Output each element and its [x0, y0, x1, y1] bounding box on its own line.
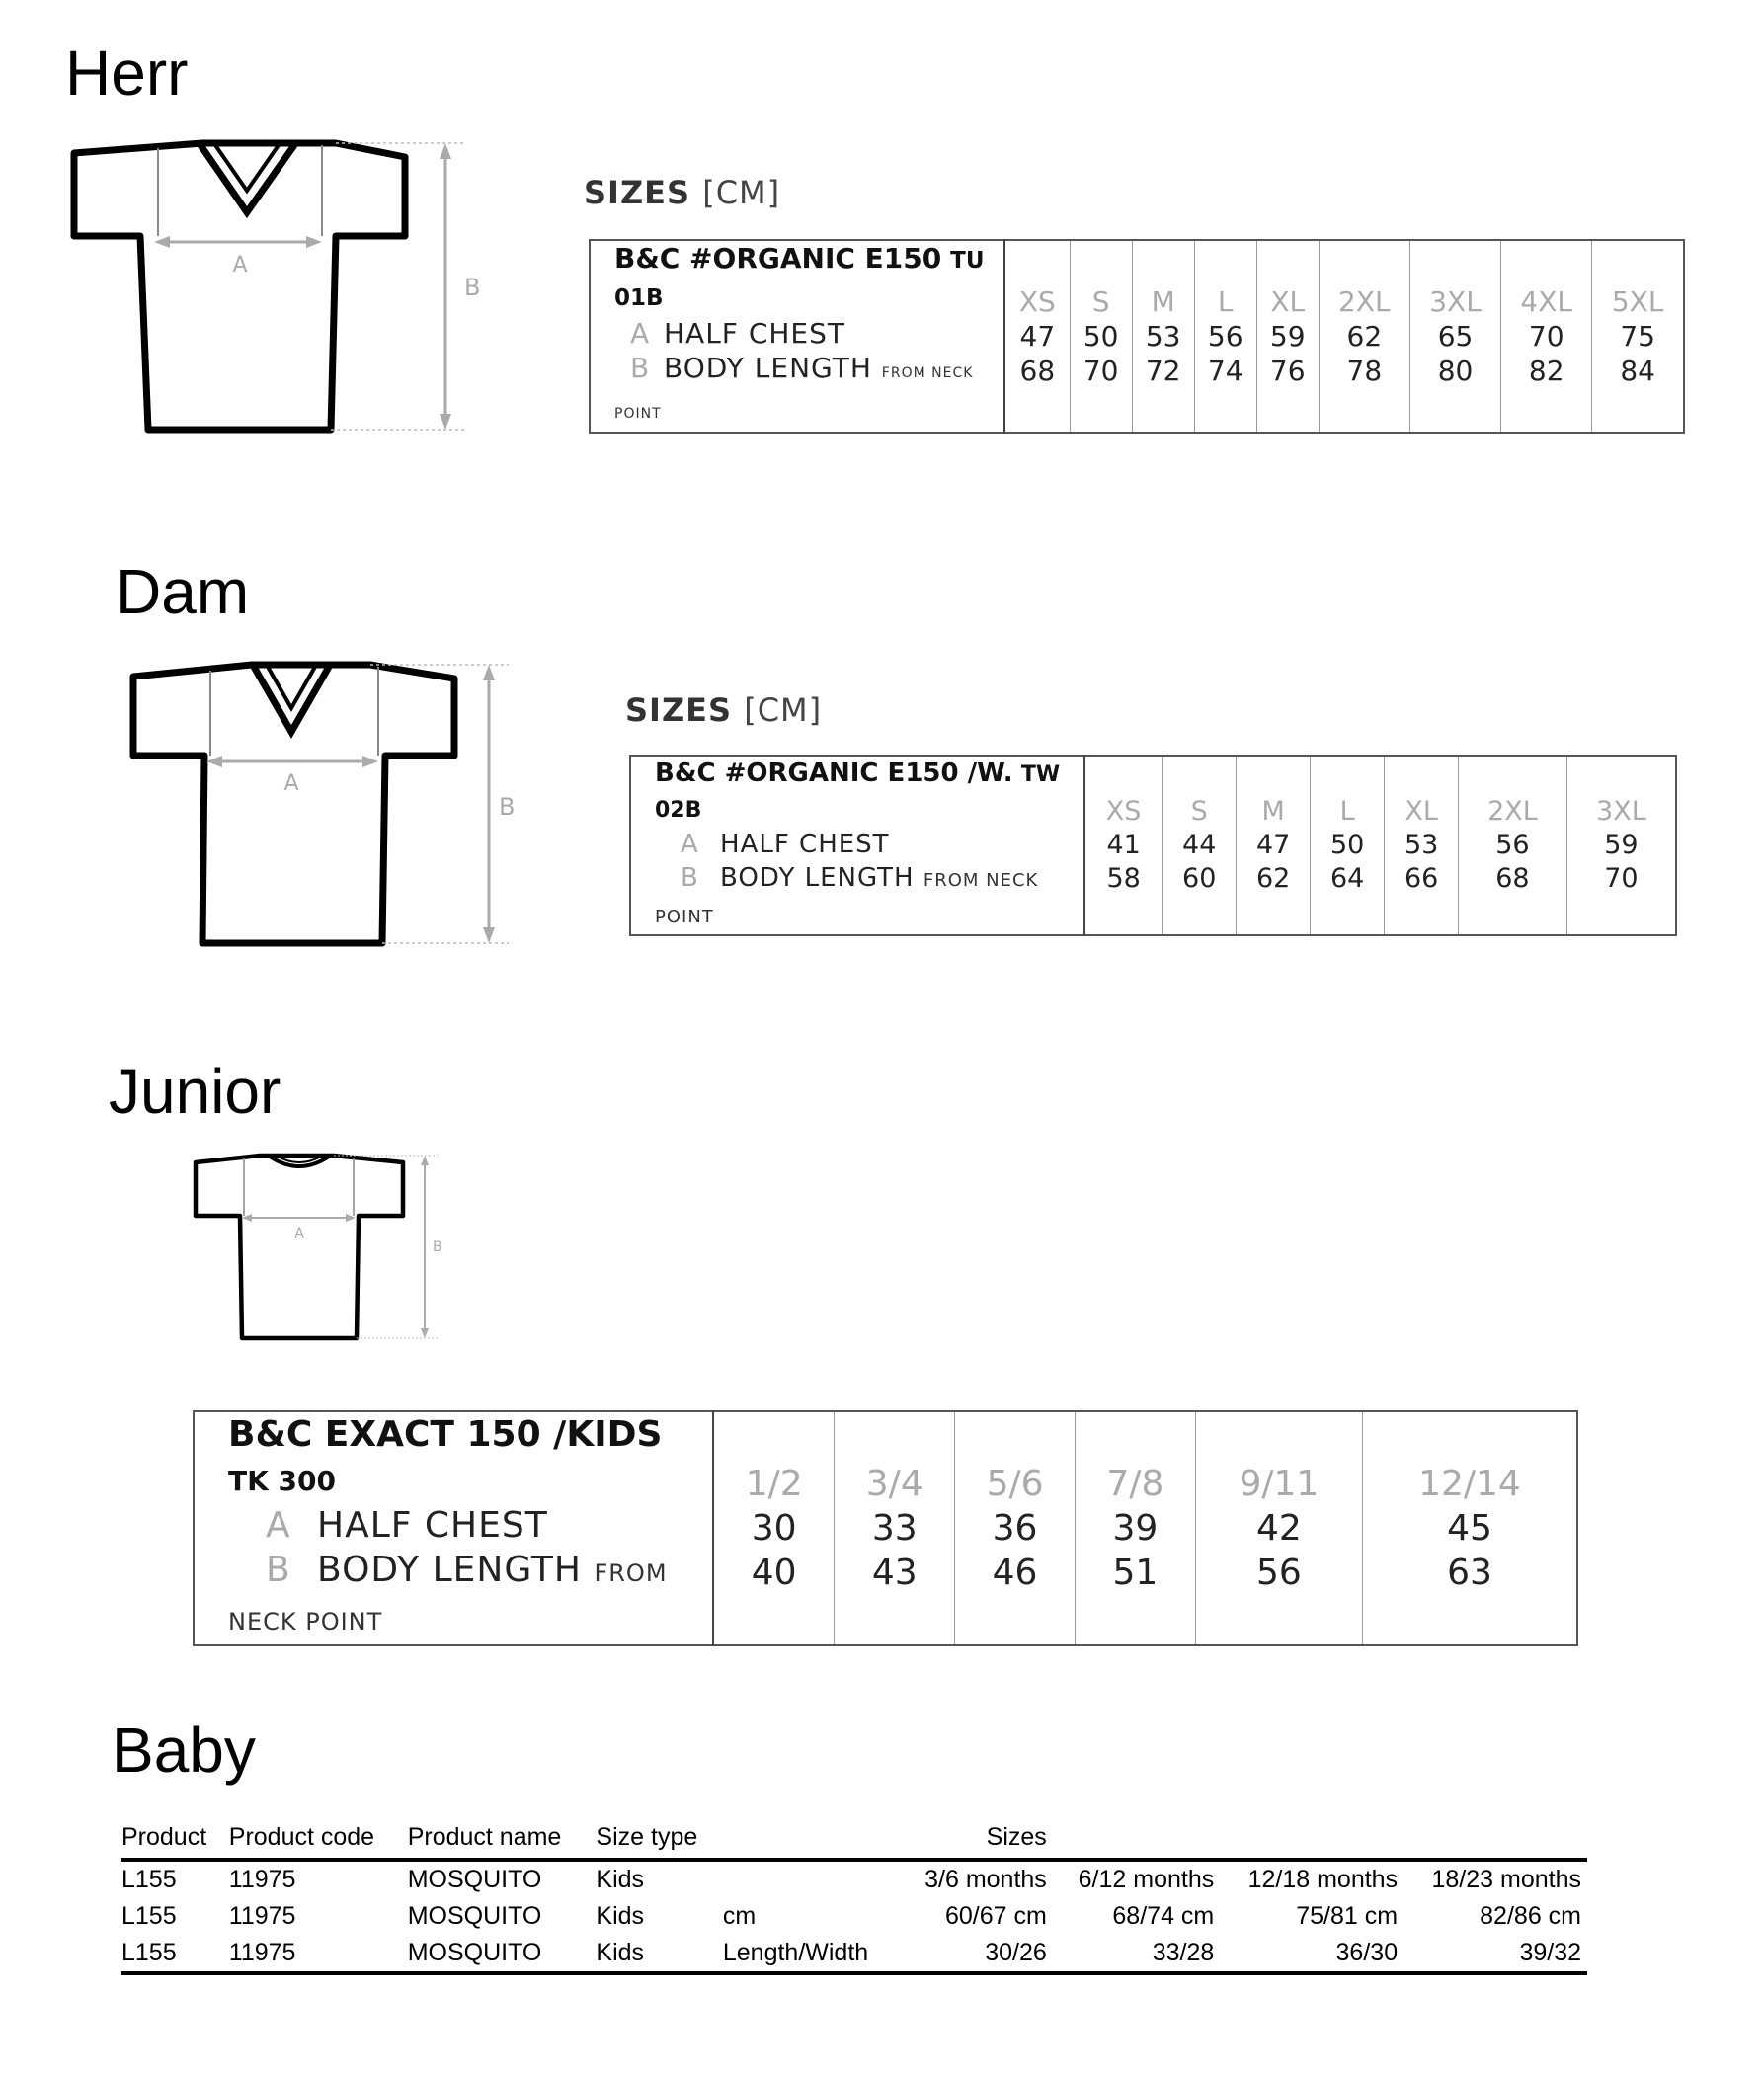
cell: Kids: [596, 1935, 722, 1973]
cell: 68/74 cm: [1112, 1902, 1215, 1930]
section-title-junior: Junior: [109, 1056, 281, 1127]
label-a: A: [283, 771, 299, 796]
shirt-outline: [196, 1156, 403, 1338]
junior-size-table: [193, 1410, 1578, 1646]
size-column: L 50 64: [1311, 756, 1385, 935]
size-column: XS 41 58: [1084, 756, 1163, 935]
size-column: 3XL 59 70: [1566, 756, 1676, 935]
herr-table-labels: B&C #ORGANIC E150 TU 01B A HALF CHEST B BODY LENGTH FROM NECK POINT: [590, 240, 1004, 433]
size-column: S 44 60: [1163, 756, 1237, 935]
cell: Kids: [596, 1902, 645, 1930]
col-header: [1053, 1817, 1220, 1860]
size-column: 9/11 42 56: [1195, 1411, 1362, 1645]
dam-table-labels: B&C #ORGANIC E150 /W. TW 02B A HALF CHEST B BODY LENGTH FROM NECK POINT: [630, 756, 1084, 935]
cell: MOSQUITO: [407, 1866, 542, 1893]
dam-shirt-diagram: [123, 657, 519, 953]
cell: 75/81 cm: [1296, 1902, 1399, 1930]
cell: 6/12 months: [1078, 1866, 1215, 1893]
size-column: 5/6 36 46: [955, 1411, 1076, 1645]
cell: 60/67 cm: [944, 1902, 1047, 1930]
cell: L155: [121, 1935, 229, 1973]
section-title-herr: Herr: [65, 38, 189, 109]
size-column: 2XL 56 68: [1459, 756, 1567, 935]
cell: Kids: [596, 1866, 645, 1893]
cell: [723, 1860, 902, 1898]
col-header: Sizes: [902, 1817, 1053, 1860]
col-header: [1220, 1817, 1403, 1860]
size-column: XS 47 68: [1004, 240, 1070, 433]
cell: Length/Width: [723, 1935, 902, 1973]
dam-size-table: [629, 755, 1677, 936]
section-title-dam: Dam: [116, 556, 250, 627]
baby-header-row: [121, 1817, 1587, 1860]
size-column: 3/4 33 43: [835, 1411, 955, 1645]
table-row: [121, 1860, 1587, 1898]
size-column: 1/2 30 40: [713, 1411, 835, 1645]
size-column: 3XL 65 80: [1409, 240, 1500, 433]
cell: 36/30: [1220, 1935, 1403, 1973]
label-a: A: [294, 1226, 304, 1241]
size-column: M 53 72: [1132, 240, 1194, 433]
size-column: XL 59 76: [1256, 240, 1319, 433]
cell: MOSQUITO: [408, 1935, 597, 1973]
size-column: 7/8 39 51: [1075, 1411, 1195, 1645]
herr-size-table: [589, 239, 1685, 434]
table-row: [121, 1935, 1587, 1973]
cell: 39/32: [1403, 1935, 1587, 1973]
col-header: [723, 1817, 902, 1860]
junior-table-labels: B&C EXACT 150 /KIDS TK 300 A HALF CHEST B BODY LENGTH FROM NECK POINT: [194, 1411, 713, 1645]
size-column: M 47 62: [1237, 756, 1311, 935]
size-column: 12/14 45 63: [1362, 1411, 1577, 1645]
col-header: Product name: [408, 1817, 597, 1860]
table-row: [121, 1898, 1587, 1935]
col-header: Product code: [229, 1817, 408, 1860]
label-b: B: [433, 1239, 442, 1255]
cell: 33/28: [1053, 1935, 1220, 1973]
size-column: 5XL 75 84: [1592, 240, 1684, 433]
cell: L155: [121, 1902, 177, 1930]
junior-shirt-diagram: [191, 1151, 447, 1348]
size-column: 4XL 70 82: [1501, 240, 1592, 433]
col-header: [1403, 1817, 1587, 1860]
cell: 11975: [228, 1866, 296, 1893]
shirt-outline: [74, 143, 405, 430]
size-column: L 56 74: [1194, 240, 1256, 433]
cell: 82/86 cm: [1480, 1902, 1581, 1930]
col-header: Size type: [596, 1817, 722, 1860]
herr-shirt-diagram: [59, 133, 481, 439]
size-column: XL 53 66: [1385, 756, 1459, 935]
cell: cm: [722, 1902, 757, 1930]
cell: 12/18 months: [1247, 1866, 1399, 1893]
label-b: B: [464, 274, 481, 301]
cell: L155: [121, 1866, 177, 1893]
cell: 11975: [228, 1902, 296, 1930]
label-b: B: [499, 793, 516, 821]
cell: 11975: [229, 1935, 408, 1973]
cell: MOSQUITO: [407, 1902, 542, 1930]
label-a: A: [232, 253, 248, 278]
col-header: Product: [121, 1817, 229, 1860]
cell: 3/6 months: [924, 1866, 1047, 1893]
size-column: S 50 70: [1070, 240, 1132, 433]
herr-sizes-heading: SIZES [CM]: [584, 174, 781, 211]
cell: 18/23 months: [1431, 1866, 1581, 1893]
dam-sizes-heading: SIZES [CM]: [625, 691, 823, 729]
size-column: 2XL 62 78: [1319, 240, 1409, 433]
cell: 30/26: [902, 1935, 1053, 1973]
section-title-baby: Baby: [112, 1715, 256, 1786]
baby-size-table: [121, 1817, 1587, 1975]
